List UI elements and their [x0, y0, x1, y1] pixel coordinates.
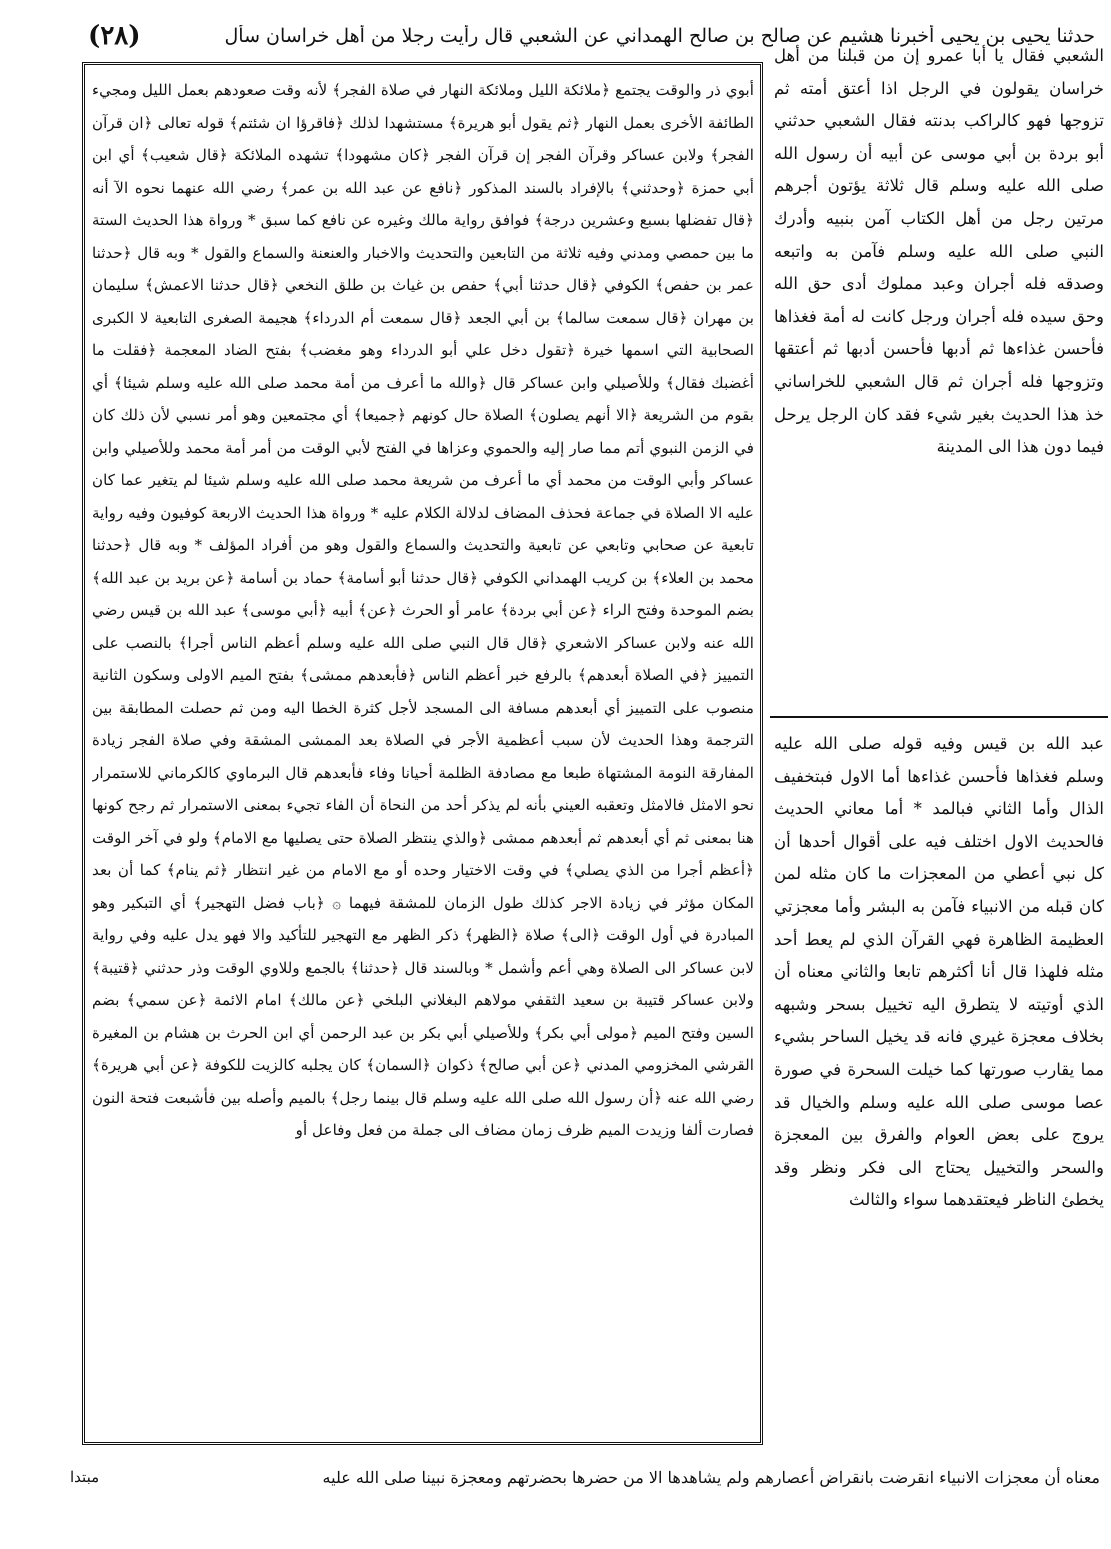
footer-text: معناه أن معجزات الانبياء انقرضت بانقراض أعصارهم ولم يشاهدها الا من حضرها بحضرتهم ومعجزة نبينا صلى الله عليه [322, 1467, 1100, 1487]
page-number: (٢٨) [88, 21, 141, 51]
commentary-column [92, 74, 754, 1440]
column-divider [770, 716, 1108, 718]
nawawi-commentary-block [770, 728, 1108, 1448]
header-text: حدثنا يحيى بن يحيى أخبرنا هشيم عن صالح بن صالح الهمداني عن الشعبي قال رأيت رجلا من أهل خراسان سأل [224, 25, 1095, 47]
hadith-text: الشعبي فقال يا أبا عمرو إن من قبلنا من أهل خراسان يقولون في الرجل اذا أعتق أمته ثم تزوجها فهو كالراكب بدنته فقال الشعبي حدثني أبو بردة بن أبي موسى عن أبيه أن رسول الله صلى الله عليه وسلم قال ثلاثة يؤتون أجرهم مرتين رجل من أهل الكتاب آمن بنبيه وأدرك النبي صلى الله عليه وسلم فآمن به واتبعه وصدقه فله أجران وعبد مملوك أدى حق الله وحق سيده فله أجران ورجل كانت له أمة فغذاها فأحسن غذاءها ثم أدبها فأحسن أدبها ثم أعتقها وتزوجها فله أجران ثم قال الشعبي للخراساني خذ هذا الحديث بغير شيء فقد كان الرجل يرحل فيما دون هذا الى المدينة [774, 46, 1104, 457]
commentary-text: أبوي ذر والوقت يجتمع ﴿ملائكة الليل وملائكة النهار في صلاة الفجر﴾ لأنه وقت صعودهم بعمل الليل ومجيء الطائفة الأخرى بعمل النهار ﴿ثم يقول أبو هريرة﴾ مستشهدا لذلك ﴿فاقرؤا ان شئتم﴾ قوله تعالى ﴿ان قرآن الفجر﴾ ولابن عساكر وقرآن الفجر إن قرآن الفجر ﴿كان مشهودا﴾ تشهده الملائكة ﴿قال شعيب﴾ أي ابن أبي حمزة ﴿وحدثني﴾ بالإفراد بالسند المذكور ﴿نافع عن عبد الله بن عمر﴾ رضي الله عنهما نحوه الآ أنه ﴿قال تفضلها بسبع وعشرين درجة﴾ فوافق رواية مالك وغيره عن نافع كما سبق * ورواة هذا الحديث الستة ما بين حمصي ومدني وفيه ثلاثة من التابعين والتحديث والاخبار والعنعنة والسماع والقول * وبه قال ﴿حدثنا عمر بن حفص﴾ الكوفي ﴿قال حدثنا أبي﴾ حفص بن غياث بن طلق النخعي ﴿قال حدثنا الاعمش﴾ سليمان بن مهران ﴿قال سمعت سالما﴾ بن أبي الجعد ﴿قال سمعت أم الدرداء﴾ هجيمة الصغرى التابعية لا الكبرى الصحابية التي اسمها خيرة ﴿تقول دخل علي أبو الدرداء وهو مغضب﴾ بفتح الضاد المعجمة ﴿فقلت ما أغضبك فقال﴾ وللأصيلي وابن عساكر قال ﴿والله ما أعرف من أمة محمد صلى الله عليه وسلم شيئا﴾ أي بقوم من الشريعة ﴿الا أنهم يصلون﴾ الصلاة حال كونهم ﴿جميعا﴾ أي مجتمعين وهو أمر نسبي لأن ذلك كان في الزمن النبوي أتم مما صار إليه والحموي وعزاها في الفتح لأبي الوقت من أمر أمة محمد وللأصيلي وابن عساكر وأبي الوقت من محمد أي ما أعرف من شريعة محمد صلى الله عليه وسلم شيئا لم يتغير عما كان عليه الا الصلاة في جماعة فحذف المضاف لدلالة الكلام عليه * ورواة هذا الحديث الاربعة كوفيون وفيه رواية تابعية عن صحابي وتابعي عن تابعية والتحديث والسماع والقول وهو من أفراد المؤلف * وبه قال ﴿حدثنا محمد بن العلاء﴾ بن كريب الهمداني الكوفي ﴿قال حدثنا أبو أسامة﴾ حماد بن أسامة ﴿عن بريد بن عبد الله﴾ بضم الموحدة وفتح الراء ﴿عن أبي بردة﴾ عامر أو الحرث ﴿عن﴾ أبيه ﴿أبي موسى﴾ عبد الله بن قيس رضي الله عنه ولابن عساكر الاشعري ﴿قال قال النبي صلى الله عليه وسلم أعظم الناس أجرا﴾ بالنصب على التمييز ﴿في الصلاة أبعدهم﴾ بالرفع خبر أعظم الناس ﴿فأبعدهم ممشى﴾ بفتح الميم الاولى وسكون الثانية منصوب على التمييز أي أبعدهم مسافة الى المسجد لأجل كثرة الخطا اليه ومن ثم حصلت المطابقة بين الترجمة وهذا الحديث لأن سبب أعظمية الأجر في الصلاة بعد الممشى المشقة وفي صلاة الفجر زيادة المفارقة النومة المشتهاة طبعا مع مصادفة الظلمة أحيانا وفاء فأبعدهم قال البرماوي كالكرماني للاستمرار نحو الامثل فالامثل وتعقبه العيني بأنه لم يذكر أحد من النحاة أن الفاء تجيء بمعنى الاستمرار ثم رجح كونها هنا بمعنى ثم أي أبعدهم ثم أبعدهم ممشى ﴿والذي ينتظر الصلاة حتى يصليها مع الامام﴾ ولو في آخر الوقت ﴿أعظم أجرا من الذي يصلي﴾ في وقت الاختيار وحده أو مع الامام من غير انتظار ﴿ثم ينام﴾ كما أن بعد المكان مؤثر في زيادة الاجر كذلك طول الزمان للمشقة فيهما ۞ ﴿باب فضل التهجير﴾ أي التبكير وهو المبادرة في أول الوقت ﴿الى﴾ صلاة ﴿الظهر﴾ ذكر الظهر مع التهجير للتأكيد والا فهو يدل عليه وفي رواية لابن عساكر الى الصلاة وهي أعم وأشمل * وبالسند قال ﴿حدثنا﴾ بالجمع وللاوي الوقت وذر حدثني ﴿قتيبة﴾ ولابن عساكر قتيبة بن سعيد الثقفي مولاهم البغلاني البلخي ﴿عن مالك﴾ امام الائمة ﴿عن سمي﴾ بضم السين وفتح الميم ﴿مولى أبي بكر﴾ وللأصيلي أبي بكر بن عبد الرحمن أي ابن الحرث بن هشام بن المغيرة القرشي المخزومي المدني ﴿عن أبي صالح﴾ ذكوان ﴿السمان﴾ كان يجلبه كالزيت للكوفة ﴿عن أبي هريرة﴾ رضي الله عنه ﴿أن رسول الله صلى الله عليه وسلم قال بينما رجل﴾ بالميم وأصله بين فأشبعت فتحة النون فصارت ألفا وزيدت الميم ظرف زمان مضاف الى جملة من فعل وفاعل أو [92, 81, 754, 1139]
catchword: مبتدا [70, 1468, 100, 1486]
hadith-text-block [770, 40, 1108, 712]
page-footer [70, 1462, 1100, 1492]
nawawi-commentary-text: عبد الله بن قيس وفيه قوله صلى الله عليه وسلم فغذاها فأحسن غذاءها أما الاول فبتخفيف الذال وأما الثاني فبالمد * أما معاني الحديث فالحديث الاول اختلف فيه على أقوال أحدها أن كل نبي أعطي من المعجزات ما كان مثله لمن كان قبله من الانبياء فآمن به البشر وأما معجزتي العظيمة الظاهرة فهي القرآن الذي لم يعط أحد مثله فلهذا قال أنا أكثرهم تابعا والثاني معناه أن الذي أوتيته لا يتطرق اليه تخييل بسحر وشبهه بخلاف معجزة غيري فانه قد يخيل الساحر بشيء مما يقارب صورتها كما خيلت السحرة في صورة عصا موسى صلى الله عليه وسلم والخيال قد يروج على بعض العوام والفرق بين المعجزة والسحر والتخييل يحتاج الى فكر ونظر وقد يخطئ الناظر فيعتقدهما سواء والثالث [774, 734, 1104, 1210]
hadith-column [770, 40, 1108, 1450]
